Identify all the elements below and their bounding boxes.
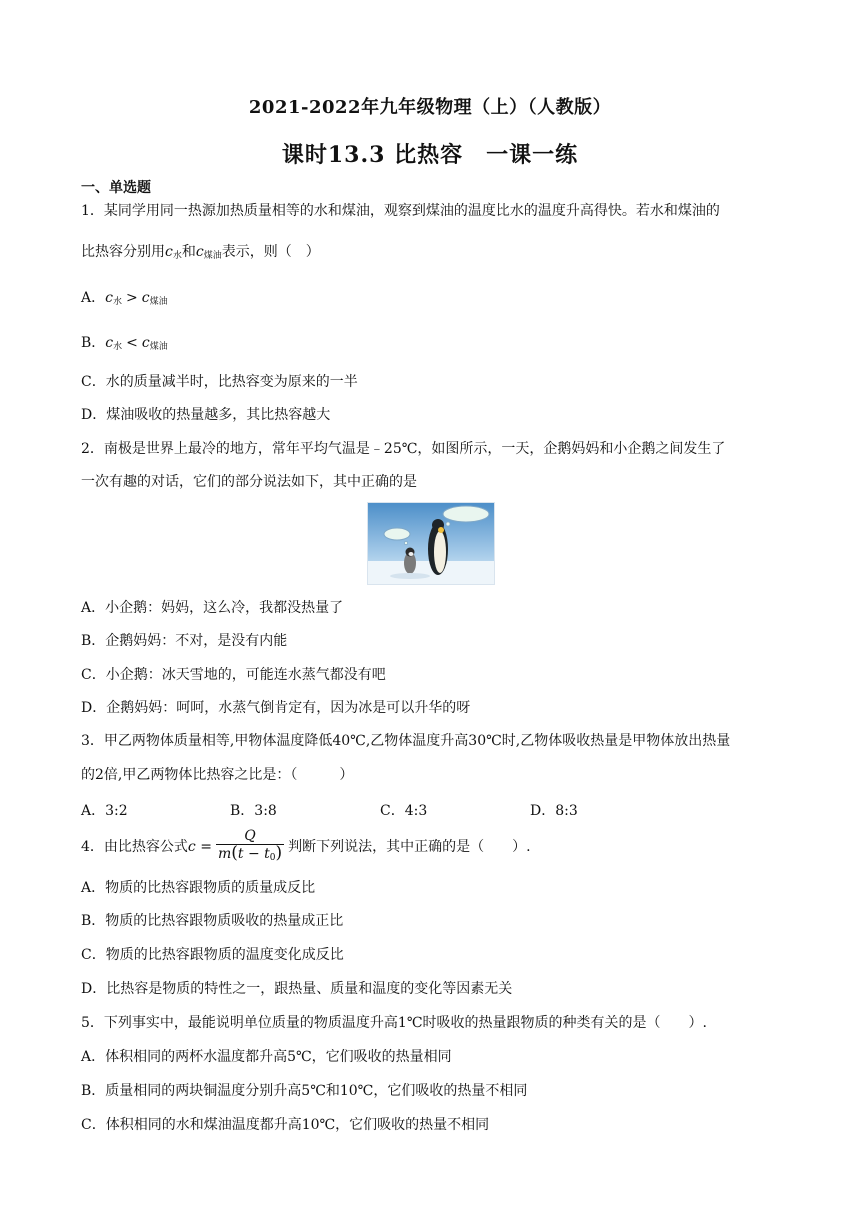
document-title: 2021-2022年九年级物理（上）（人教版） <box>248 97 612 118</box>
q1-option-a <box>81 288 168 312</box>
formula-denominator: m(t − t0) <box>217 843 283 863</box>
q4-option-d: D．比热容是物质的特性之一，跟热量、质量和温度的变化等因素无关 <box>81 981 513 997</box>
c-symbol: c <box>105 335 114 351</box>
q4-option-b: B．物质的比热容跟物质吸收的热量成正比 <box>81 913 344 929</box>
q1-stem-text: 比热容分别用 <box>81 244 165 260</box>
section-heading: 一、单选题 <box>81 180 151 196</box>
q2-option-d: D．企鹅妈妈：呵呵，水蒸气倒肯定有，因为冰是可以升华的呀 <box>81 700 471 716</box>
c-symbol: c <box>195 244 204 260</box>
q1-option-d: D．煤油吸收的热量越多，其比热容越大 <box>81 407 331 423</box>
subscript-water: 水 <box>172 251 182 261</box>
option-label: B． <box>81 335 106 351</box>
lesson-title: 课时13.3 比热容 一课一练 <box>281 142 579 168</box>
relation-symbol: < <box>126 335 138 351</box>
option-label: A． <box>81 290 106 306</box>
subscript-oil: 煤油 <box>149 297 168 307</box>
q2-option-c: C．小企鹅：冰天雪地的，可能连水蒸气都没有吧 <box>81 667 386 683</box>
relation-symbol: > <box>125 290 138 306</box>
penguin-illustration <box>368 503 494 584</box>
subscript-oil: 煤油 <box>203 251 222 261</box>
q4-stem-text: 4．由比热容公式 <box>81 839 188 855</box>
q3-stem-line2: 的2倍,甲乙两物体比热容之比是：（ ） <box>81 767 354 783</box>
q3-stem-line1: 3．甲乙两物体质量相等,甲物体温度降低40℃,乙物体温度升高30℃时,乙物体吸收热量是甲物体放出热量 <box>81 733 731 749</box>
q3-option-c: C．4:3 <box>380 803 428 819</box>
and-text: 和 <box>181 244 196 260</box>
q4-option-c: C．物质的比热容跟物质的温度变化成反比 <box>81 947 344 963</box>
penguin-picture <box>367 502 495 585</box>
q4-stem <box>81 828 531 866</box>
q2-stem-line1: 2．南极是世界上最冷的地方，常年平均气温是﹣25℃，如图所示，一天，企鹅妈妈和小企鹅之间发生了 <box>81 441 726 457</box>
q1-option-b <box>81 333 168 357</box>
c-symbol: c <box>141 335 150 351</box>
q1-stem-line1: 1．某同学用同一热源加热质量相等的水和煤油，观察到煤油的温度比水的温度升高得快。若水和煤油的 <box>81 203 720 219</box>
q4-option-a: A．物质的比热容跟物质的质量成反比 <box>81 880 316 896</box>
q3-option-b: B．3:8 <box>230 803 277 819</box>
formula-mass: m <box>217 846 232 862</box>
q2-option-b: B．企鹅妈妈：不对，是没有内能 <box>81 633 288 649</box>
q1-stem-line2 <box>81 242 320 266</box>
specific-heat-formula <box>216 828 284 866</box>
subscript-water: 水 <box>112 297 122 307</box>
formula-numerator: Q <box>216 828 284 845</box>
q1-stem-text-end: 表示，则（ ） <box>221 244 320 260</box>
q3-option-d: D．8:3 <box>530 803 578 819</box>
q5-option-c: C．体积相同的水和煤油温度都升高10℃，它们吸收的热量不相同 <box>81 1117 490 1133</box>
q5-option-a: A．体积相同的两杯水温度都升高5℃，它们吸收的热量相同 <box>81 1049 452 1065</box>
q2-stem-line2: 一次有趣的对话，它们的部分说法如下，其中正确的是 <box>81 474 417 490</box>
c-symbol: c <box>141 290 150 306</box>
subscript-water: 水 <box>113 342 123 352</box>
q5-stem: 5．下列事实中，最能说明单位质量的物质温度升高1℃时吸收的热量跟物质的种类有关的是（ ）. <box>81 1015 707 1031</box>
q3-option-a: A．3:2 <box>81 803 128 819</box>
c-symbol: c <box>105 290 113 306</box>
q2-option-a: A．小企鹅：妈妈，这么冷，我都没热量了 <box>81 600 344 616</box>
q1-option-c: C．水的质量减半时，比热容变为原来的一半 <box>81 374 358 390</box>
formula-subscript-zero: 0 <box>269 853 276 863</box>
subscript-oil: 煤油 <box>149 342 168 352</box>
c-symbol: c <box>165 244 173 260</box>
q4-stem-text-end: 判断下列说法，其中正确的是（ ）. <box>288 839 531 855</box>
formula-lhs: c = <box>187 839 212 855</box>
q5-option-b: B．质量相同的两块铜温度分别升高5℃和10℃，它们吸收的热量不相同 <box>81 1083 528 1099</box>
formula-temperature: t − t <box>237 846 270 862</box>
